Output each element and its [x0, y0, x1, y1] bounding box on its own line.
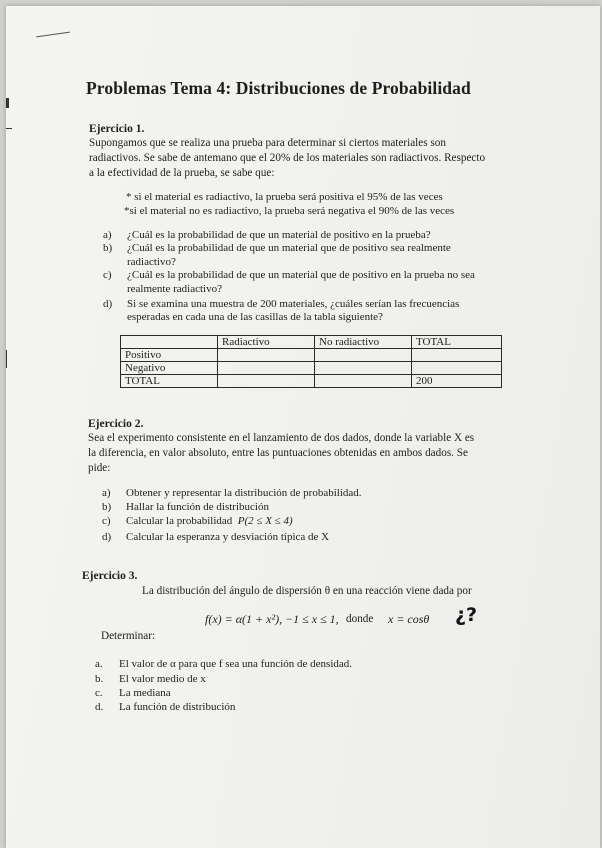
question-item — [103, 298, 475, 325]
item-label: a) — [102, 487, 111, 499]
list-item — [95, 700, 352, 715]
item-label: c) — [102, 515, 111, 527]
item-text: Calcular la probabilidad — [126, 515, 233, 527]
table-cell — [315, 362, 412, 375]
probability-expression: P(2 ≤ X ≤ 4) — [237, 515, 293, 527]
table-row — [121, 349, 502, 362]
substitution-formula: x = cosθ — [388, 612, 430, 626]
question-text: realmente radiactivo? — [127, 282, 222, 295]
list-item — [95, 687, 352, 700]
question-item — [103, 229, 475, 242]
handwritten-question-mark: ¿? — [455, 604, 478, 626]
item-text: El valor medio de x — [119, 673, 206, 685]
question-text: ¿Cuál es la probabilidad de que un material que de positivo sea realmente — [127, 242, 451, 255]
list-item — [95, 657, 352, 672]
exercise-3-items — [95, 657, 352, 715]
page-title: Problemas Tema 4: Distribuciones de Probabilidad — [86, 78, 471, 98]
exercise-2-heading: Ejercicio 2. — [88, 418, 144, 430]
exercise-2-items — [102, 486, 362, 544]
intro-line: la diferencia, en valor absoluto, entre las puntuaciones obtenidas en ambos dados. Se — [88, 447, 468, 459]
item-label: b. — [95, 673, 104, 685]
item-label: a) — [103, 229, 112, 241]
table-cell — [218, 375, 315, 388]
table-header-row — [121, 336, 502, 349]
scan-artifact — [6, 128, 12, 129]
list-item — [102, 500, 362, 514]
item-label: b) — [103, 242, 113, 255]
question-text: radiactivo? — [127, 255, 176, 268]
table-cell — [121, 336, 218, 349]
exercise-3-heading: Ejercicio 3. — [82, 570, 138, 582]
item-label: a. — [95, 658, 103, 670]
item-text: Calcular la esperanza y desviación típica de X — [126, 531, 330, 543]
question-text: Si se examina una muestra de 200 materiales, ¿cuáles serían las frecuencias — [127, 298, 460, 311]
table-row — [121, 375, 502, 388]
table-cell — [412, 362, 502, 375]
pen-mark — [36, 32, 70, 38]
exercise-3-intro: La distribución del ángulo de dispersión θ en una reacción viene dada por — [142, 585, 472, 597]
scan-artifact — [6, 98, 9, 108]
table-cell — [315, 375, 412, 388]
item-text: El valor de α para que f sea una función de densidad. — [119, 658, 353, 670]
item-text: Hallar la función de distribución — [126, 501, 269, 513]
table-cell: Negativo — [121, 362, 218, 375]
exercise-1-questions — [103, 229, 475, 325]
table-cell — [218, 349, 315, 362]
list-item — [95, 672, 352, 687]
table-cell — [315, 349, 412, 362]
item-text: Obtener y representar la distribución de probabilidad. — [126, 487, 362, 499]
intro-line: a la efectividad de la prueba, se sabe que: — [89, 167, 275, 179]
item-label: d) — [103, 298, 113, 311]
intro-line: radiactivos. Se sabe de antemano que el 20% de los materiales son radiactivos. Respecto — [89, 152, 486, 164]
table-header-cell: TOTAL — [412, 336, 502, 349]
item-text: La función de distribución — [119, 701, 236, 713]
question-text: ¿Cuál es la probabilidad de que un material de positivo en la prueba? — [127, 229, 431, 241]
item-label: d. — [95, 701, 104, 713]
question-item — [103, 242, 475, 269]
table-header-cell: No radiactivo — [315, 336, 412, 349]
intro-line: pide: — [88, 462, 111, 474]
exercise-1-heading: Ejercicio 1. — [89, 123, 145, 135]
item-label: d) — [102, 531, 112, 543]
item-text: La mediana — [119, 687, 171, 699]
question-item — [103, 269, 475, 296]
fact-line: * si el material es radiactivo, la prueba será positiva el 95% de las veces — [126, 191, 443, 203]
item-label: b) — [102, 501, 112, 513]
exercise-2-intro — [88, 431, 474, 476]
item-label: c) — [103, 269, 112, 282]
question-text: esperadas en cada una de las casillas de la tabla siguiente? — [127, 311, 383, 324]
frequency-table — [120, 335, 502, 388]
list-item — [102, 486, 362, 500]
intro-line: Sea el experimento consistente en el lanzamiento de dos dados, donde la variable X es — [88, 432, 475, 444]
donde-word: donde — [346, 613, 374, 625]
table-header-cell: Radiactivo — [218, 336, 315, 349]
table-cell — [412, 349, 502, 362]
determinar-label: Determinar: — [101, 630, 156, 642]
table-cell: TOTAL — [121, 375, 218, 388]
table-row — [121, 362, 502, 375]
exercise-1-intro — [89, 136, 485, 181]
fact-line: *si el material no es radiactivo, la prueba será negativa el 90% de las veces — [124, 205, 455, 217]
scan-artifact — [6, 350, 7, 368]
density-formula: f(x) = α(1 + x²), −1 ≤ x ≤ 1, — [205, 612, 339, 626]
intro-line: Supongamos que se realiza una prueba para determinar si ciertos materiales son — [89, 137, 446, 149]
item-label: c. — [95, 687, 103, 699]
table-cell: Positivo — [121, 349, 218, 362]
list-item — [102, 514, 362, 528]
table-cell: 200 — [412, 375, 502, 388]
list-item — [102, 530, 362, 544]
question-text: ¿Cuál es la probabilidad de que un material que de positivo en la prueba no sea — [127, 269, 475, 282]
table-cell — [218, 362, 315, 375]
